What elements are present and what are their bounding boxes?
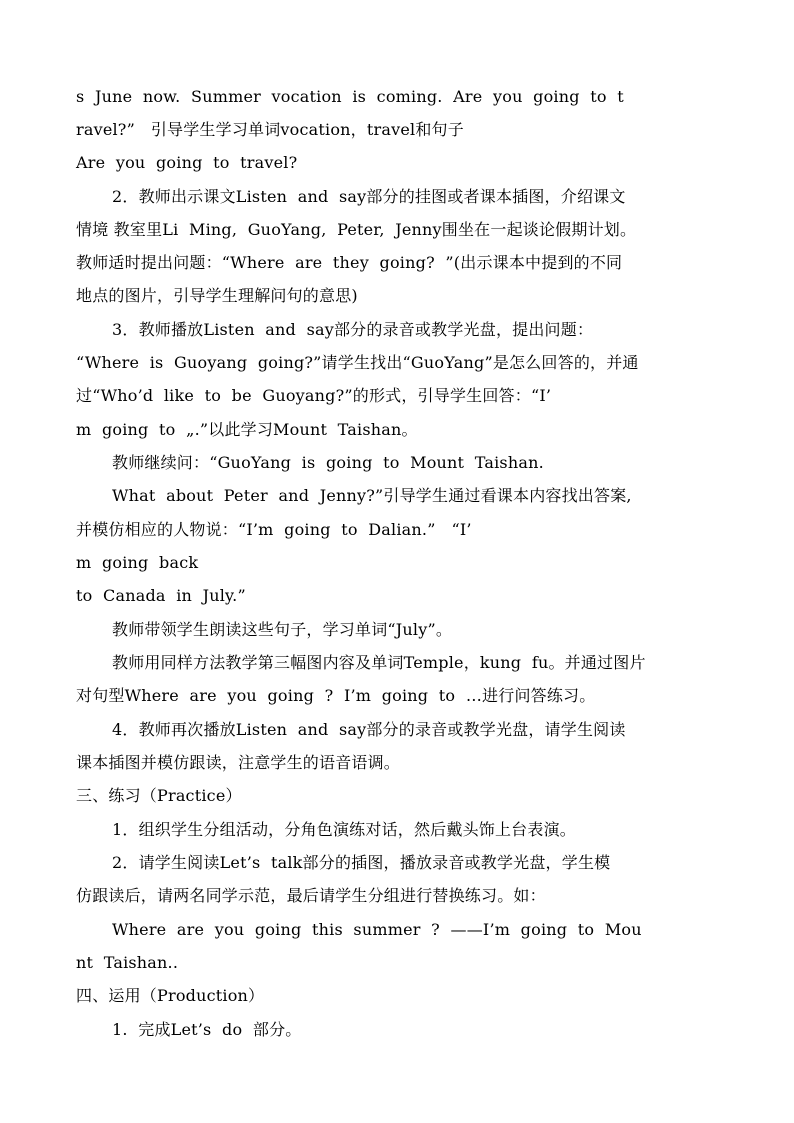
- text-line: “Where is Guoyang going?”请学生找出“GuoYang”是怎么回答的，并通: [76, 353, 639, 372]
- text-line: 教师适时提出问题：“Where are they going? ”(出示课本中提到的不同: [76, 253, 623, 272]
- text-line: 教师带领学生朗读这些句子，学习单词“July”。: [112, 620, 453, 639]
- text-line: to Canada in July.”: [76, 586, 246, 605]
- text-line: 仿跟读后，请两名同学示范，最后请学生分组进行替换练习。如：: [76, 886, 546, 905]
- text-line: 教师继续问：“GuoYang is going to Mount Taishan.: [112, 453, 544, 472]
- section-heading: 三、练习（Practice）: [76, 786, 242, 805]
- text-line: 情境 教室里Li Ming, GuoYang, Peter, Jenny围坐在一起谈论假期计划。: [76, 220, 637, 239]
- text-line: m going to „.”以此学习Mount Taishan。: [76, 420, 418, 439]
- text-line: 4．教师再次播放Listen and say部分的录音或教学光盘，请学生阅读: [112, 720, 626, 739]
- text-line: 地点的图片，引导学生理解问句的意思): [76, 286, 358, 305]
- text-line: nt Taishan..: [76, 953, 179, 972]
- text-line: 教师用同样方法教学第三幅图内容及单词Temple，kung fu。并通过图片: [112, 653, 646, 672]
- text-line: 并模仿相应的人物说：“I’m going to Dalian.” “I’: [76, 520, 472, 539]
- text-line: 3．教师播放Listen and say部分的录音或教学光盘，提出问题：: [112, 320, 594, 339]
- text-line: 对句型Where are you going ? I’m going to …进行问答练习。: [76, 686, 596, 705]
- text-line: 1．组织学生分组活动，分角色演练对话，然后戴头饰上台表演。: [112, 820, 576, 839]
- text-line: 课本插图并模仿跟读，注意学生的语音语调。: [76, 753, 401, 772]
- text-line: s June now. Summer vocation is coming. Are you going to t: [76, 87, 624, 106]
- text-line: Where are you going this summer ? ——I’m going to Mou: [112, 920, 642, 939]
- text-line: m going back: [76, 553, 199, 572]
- text-line: What about Peter and Jenny?”引导学生通过看课本内容找出答案,: [112, 486, 632, 505]
- text-line: 2．教师出示课文Listen and say部分的挂图或者课本插图，介绍课文: [112, 187, 626, 206]
- text-line: 1. 完成Let’s do 部分。: [112, 1020, 302, 1039]
- section-heading: 四、运用（Production）: [76, 986, 265, 1005]
- text-line: ravel?” 引导学生学习单词vocation，travel和句子: [76, 120, 464, 139]
- text-line: Are you going to travel?: [76, 153, 298, 172]
- text-line: 2．请学生阅读Let’s talk部分的插图，播放录音或教学光盘，学生模: [112, 853, 611, 872]
- text-line: 过“Who’d like to be Guoyang?”的形式，引导学生回答：“I’: [76, 386, 552, 405]
